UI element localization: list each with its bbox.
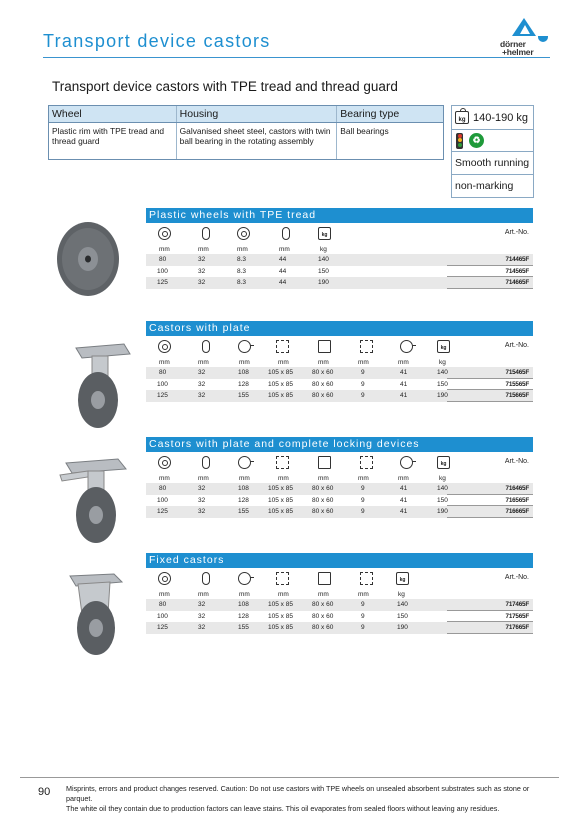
cell: 100 [157, 612, 168, 620]
spec-header-wheel: Wheel [49, 106, 177, 123]
cell: 9 [361, 508, 365, 515]
cell: 140 [318, 256, 329, 263]
load-capacity-icon: kg [396, 572, 409, 585]
tread-width-icon [202, 340, 210, 353]
cell: 8.3 [237, 256, 247, 263]
cell: 41 [400, 485, 408, 492]
art-no: 717565F [505, 612, 529, 620]
art-no: 716565F [505, 496, 529, 504]
unit: kg [398, 591, 405, 598]
hole-spacing-icon [318, 572, 331, 585]
unit: mm [239, 359, 250, 366]
hole-diameter-icon [360, 456, 373, 469]
swivel-radius-icon [400, 456, 413, 469]
section-plastic-wheels [146, 208, 533, 289]
plate-castor-image [66, 338, 136, 433]
table-row [146, 622, 533, 634]
unit-row [146, 474, 533, 483]
cell: 190 [397, 624, 408, 631]
cell: 32 [198, 508, 206, 515]
plate-size-icon [276, 572, 289, 585]
cell: 80 [159, 369, 167, 376]
table-row [146, 367, 533, 379]
art-no: 714465F [505, 256, 529, 263]
spec-housing: Galvanised sheet steel, castors with twin ball bearing in the rotating assembly [176, 123, 337, 160]
table-row [146, 611, 533, 623]
cell: 41 [400, 369, 408, 376]
hole-diameter-icon [360, 340, 373, 353]
icon-row [146, 336, 533, 358]
cell: 80 [159, 256, 167, 263]
section-subtitle: Transport device castors with TPE tread and thread guard [52, 79, 398, 94]
cell: 155 [238, 508, 249, 515]
disclaimer-line2: The white oil they contain due to production factors can leave stains. This oil evaporates from sealed floors without leaving any residues. [66, 804, 500, 813]
unit: mm [318, 475, 329, 482]
cell: 80 x 60 [312, 601, 334, 608]
cell: 150 [318, 267, 329, 275]
cell: 140 [397, 601, 408, 608]
art-no: 717465F [505, 601, 529, 608]
table-row [146, 390, 533, 402]
unit-row [146, 590, 533, 599]
art-no: 716465F [505, 485, 529, 492]
cell: 105 x 85 [268, 508, 293, 515]
cell: 128 [238, 496, 249, 504]
unit: kg [320, 246, 327, 253]
unit: mm [318, 591, 329, 598]
logo-line2: +helmer [502, 47, 534, 57]
swivel-radius-icon [400, 340, 413, 353]
unit: mm [198, 359, 209, 366]
unit: mm [198, 246, 209, 253]
tread-width-icon [202, 456, 210, 469]
unit: mm [279, 246, 290, 253]
section-castors-with-plate [146, 321, 533, 402]
unit: mm [198, 591, 209, 598]
wheel-diameter-icon [158, 340, 171, 353]
traffic-light-icon [456, 133, 463, 149]
logo-line1: dörner [500, 39, 526, 49]
cell: 125 [157, 392, 168, 399]
cell: 32 [198, 601, 206, 608]
load-capacity-icon: kg [437, 456, 450, 469]
load-capacity-icon: kg [318, 227, 331, 240]
cell: 32 [198, 612, 206, 620]
cell: 41 [400, 508, 408, 515]
unit: mm [198, 475, 209, 482]
art-no: 714565F [505, 267, 529, 275]
cell: 100 [157, 267, 168, 275]
cell: 41 [400, 496, 408, 504]
unit: mm [278, 359, 289, 366]
hub-length-icon [282, 227, 290, 240]
feature-marking: non-marking [452, 175, 533, 198]
cell: 44 [279, 267, 287, 275]
cell: 100 [157, 380, 168, 388]
cell: 80 x 60 [312, 508, 334, 515]
cell: 32 [198, 496, 206, 504]
tread-width-icon [202, 227, 210, 240]
table-row [146, 277, 533, 289]
cell: 155 [238, 392, 249, 399]
art-no-header: Art.-No. [504, 342, 529, 349]
table-row [146, 266, 533, 278]
tread-width-icon [202, 572, 210, 585]
cell: 150 [437, 496, 448, 504]
cell: 190 [437, 508, 448, 515]
cell: 9 [361, 624, 365, 631]
page-title: Transport device castors [43, 31, 271, 51]
cell: 41 [400, 380, 408, 388]
load-capacity-icon: kg [437, 340, 450, 353]
page-number: 90 [38, 786, 51, 798]
cell: 80 x 60 [312, 612, 334, 620]
unit: mm [318, 359, 329, 366]
cell: 105 x 85 [268, 624, 293, 631]
wheel-diameter-icon [158, 572, 171, 585]
cell: 8.3 [237, 267, 247, 275]
section-title: Plastic wheels with TPE tread [146, 208, 533, 223]
table-row [146, 599, 533, 611]
overall-height-icon [238, 572, 251, 585]
cell: 32 [198, 485, 206, 492]
overall-height-icon [238, 340, 251, 353]
wheel-diameter-icon [158, 456, 171, 469]
art-no: 715565F [505, 380, 529, 388]
section-title: Fixed castors [146, 553, 533, 568]
cell: 32 [198, 279, 206, 286]
art-no-header: Art.-No. [504, 458, 529, 465]
cell: 32 [198, 624, 206, 631]
cell: 190 [318, 279, 329, 286]
spec-header-bearing: Bearing type [337, 106, 444, 123]
cell: 80 x 60 [312, 496, 334, 504]
cell: 80 x 60 [312, 624, 334, 631]
disclaimer-line1: Misprints, errors and product changes reserved. Caution: Do not use castors with TPE wheels on unsealed absorbent substrates such as stone or parquet. [66, 784, 530, 803]
icon-row [146, 452, 533, 474]
spec-table [48, 105, 444, 160]
cell: 80 x 60 [312, 485, 334, 492]
unit: mm [358, 591, 369, 598]
cell: 80 [159, 601, 167, 608]
unit: mm [159, 246, 170, 253]
cell: 108 [238, 485, 249, 492]
feature-box [451, 105, 534, 198]
cell: 128 [238, 612, 249, 620]
cell: 32 [198, 256, 206, 263]
table-row [146, 495, 533, 507]
cell: 32 [198, 392, 206, 399]
plate-size-icon [276, 340, 289, 353]
unit: mm [358, 475, 369, 482]
load-range-text: 140-190 kg [473, 111, 529, 124]
locking-castor-image [58, 453, 138, 548]
cell: 32 [198, 369, 206, 376]
cell: 44 [279, 256, 287, 263]
axle-bore-icon [237, 227, 250, 240]
cell: 125 [157, 624, 168, 631]
art-no: 717665F [505, 624, 529, 631]
cell: 105 x 85 [268, 369, 293, 376]
cell: 125 [157, 508, 168, 515]
hole-spacing-icon [318, 456, 331, 469]
section-title: Castors with plate and complete locking devices [146, 437, 533, 452]
cell: 8.3 [237, 279, 247, 286]
cell: 105 x 85 [268, 601, 293, 608]
unit: mm [278, 475, 289, 482]
cell: 105 x 85 [268, 612, 293, 620]
cell: 80 x 60 [312, 369, 334, 376]
unit: mm [239, 475, 250, 482]
title-divider [43, 57, 550, 58]
load-capacity-icon: kg [455, 111, 469, 124]
unit: kg [439, 359, 446, 366]
feature-icons [452, 130, 533, 152]
cell: 150 [437, 380, 448, 388]
cell: 105 x 85 [268, 496, 293, 504]
cell: 80 x 60 [312, 380, 334, 388]
art-no-header: Art.-No. [504, 574, 529, 581]
table-row [146, 483, 533, 495]
overall-height-icon [238, 456, 251, 469]
table-row [146, 506, 533, 518]
cell: 155 [238, 624, 249, 631]
cell: 100 [157, 496, 168, 504]
wheel-diameter-icon [158, 227, 171, 240]
unit-row [146, 245, 533, 254]
unit: mm [239, 591, 250, 598]
cell: 125 [157, 279, 168, 286]
cell: 41 [400, 392, 408, 399]
icon-row [146, 568, 533, 590]
icon-row [146, 223, 533, 245]
feature-smooth: Smooth running [452, 152, 533, 175]
unit: mm [398, 475, 409, 482]
art-no: 714665F [505, 279, 529, 286]
eco-icon: ♻ [469, 133, 484, 148]
cell: 9 [361, 496, 365, 504]
load-range [452, 106, 533, 130]
art-no: 715465F [505, 369, 529, 376]
section-title: Castors with plate [146, 321, 533, 336]
cell: 9 [361, 612, 365, 620]
cell: 128 [238, 380, 249, 388]
plate-size-icon [276, 456, 289, 469]
cell: 190 [437, 392, 448, 399]
company-logo [498, 18, 550, 56]
fixed-castor-image [58, 568, 138, 663]
table-row [146, 254, 533, 266]
art-no: 715665F [505, 392, 529, 399]
unit: mm [159, 475, 170, 482]
unit: mm [237, 246, 248, 253]
cell: 150 [397, 612, 408, 620]
spec-wheel: Plastic rim with TPE tread and thread guard [49, 123, 177, 160]
art-no: 716665F [505, 508, 529, 515]
unit: mm [159, 591, 170, 598]
cell: 9 [361, 392, 365, 399]
footer-divider [20, 777, 559, 778]
unit-row [146, 358, 533, 367]
cell: 9 [361, 369, 365, 376]
cell: 105 x 85 [268, 485, 293, 492]
unit: mm [358, 359, 369, 366]
cell: 108 [238, 369, 249, 376]
spec-bearing: Ball bearings [337, 123, 444, 160]
cell: 9 [361, 380, 365, 388]
cell: 105 x 85 [268, 380, 293, 388]
cell: 80 x 60 [312, 392, 334, 399]
disclaimer [66, 784, 556, 814]
cell: 140 [437, 369, 448, 376]
cell: 32 [198, 267, 206, 275]
cell: 105 x 85 [268, 392, 293, 399]
unit: kg [439, 475, 446, 482]
unit: mm [398, 359, 409, 366]
cell: 140 [437, 485, 448, 492]
table-row [146, 379, 533, 391]
cell: 108 [238, 601, 249, 608]
cell: 44 [279, 279, 287, 286]
cell: 9 [361, 485, 365, 492]
hole-diameter-icon [360, 572, 373, 585]
section-fixed-castors [146, 553, 533, 634]
section-castors-with-locking [146, 437, 533, 518]
spec-header-housing: Housing [176, 106, 337, 123]
cell: 9 [361, 601, 365, 608]
unit: mm [278, 591, 289, 598]
unit: mm [159, 359, 170, 366]
art-no-header: Art.-No. [504, 229, 529, 236]
hole-spacing-icon [318, 340, 331, 353]
cell: 32 [198, 380, 206, 388]
plastic-wheel-image [50, 212, 130, 302]
cell: 80 [159, 485, 167, 492]
